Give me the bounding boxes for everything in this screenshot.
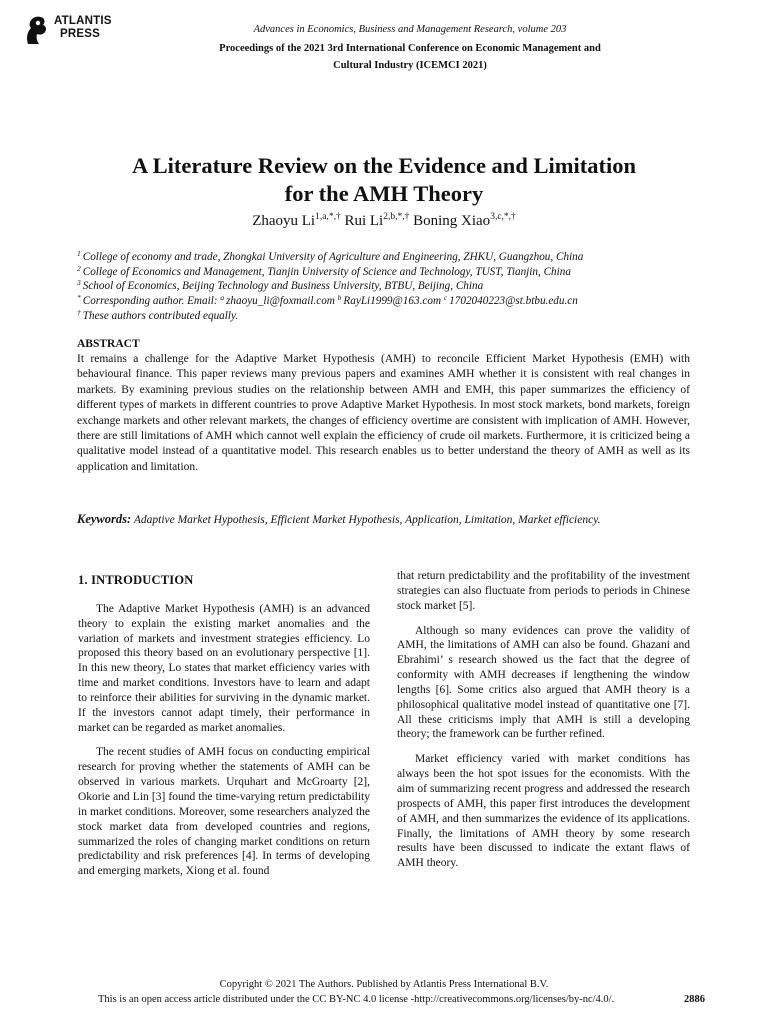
title-line-2: for the AMH Theory xyxy=(284,181,484,206)
corresponding-mark: * xyxy=(77,293,81,303)
proceedings-title xyxy=(150,40,670,74)
keywords xyxy=(77,511,690,528)
affiliation-text: College of Economics and Management, Tianjin University of Science and Technology, TUST, Tianjin, China xyxy=(82,265,571,278)
logo-line-2: PRESS xyxy=(60,27,100,40)
affiliation-line xyxy=(77,265,717,280)
corresponding-author-line xyxy=(77,294,717,309)
atlantis-press-logo-icon xyxy=(22,14,50,46)
corresponding-label: Corresponding author. Email: xyxy=(82,295,218,308)
logo-line-1: ATLANTIS xyxy=(54,15,112,27)
copyright-notice: Copyright © 2021 The Authors. Published by Atlantis Press International B.V. xyxy=(219,979,549,990)
email-link[interactable]: 1702040223@st.btbu.edu.cn xyxy=(449,295,578,308)
author-affiliation-mark: 3,c,*,† xyxy=(490,212,516,222)
email-mark: c xyxy=(443,293,448,303)
author-list xyxy=(60,213,708,230)
body-paragraph: The Adaptive Market Hypothesis (AMH) is an advanced theory to explain the existing market anomalies and the variation of markets and investment strategies efficiency. Lo proposed this theory based on an evolutionary perspective [1]. In this new theory, Lo states that market efficiency varies with time and market conditions. Investors have to learn and adapt to reinforce their abilities for surviving in the dynamic market. If the investors cannot adapt timely, their performance in market can be regarded as market anomalies. xyxy=(78,602,370,734)
proceedings-line-2: Cultural Industry (ICEMCI 2021) xyxy=(333,60,487,71)
abstract-text: It remains a challenge for the Adaptive Market Hypothesis (AMH) to reconcile Efficient Market Hypothesis (EMH) with behavioural finance. This paper reviews many previous papers and examines AMH whether it is consistent with real changes in markets. By examining previous studies on the relationship between AMH and EMH, this paper summarizes the efficiency of different types of markets in different countries to prove Adaptive Market Hypothesis. In most stock markets, bond markets, foreign exchange markets and other relevant markets, the changes of efficiency overtime are consistent with implication of AMH. However, there are still limitations of AMH which cannot well explain the efficiency of crude oil markets. Furthermore, it is criticized being a qualitative model instead of a quantitative model. This research enables us to better understand the theory of AMH as well as its application and limitation. xyxy=(77,353,690,473)
title-line-1: A Literature Review on the Evidence and Limitation xyxy=(132,153,636,178)
affiliation-line xyxy=(77,250,717,265)
affiliations xyxy=(77,250,717,324)
body-paragraph: The recent studies of AMH focus on conducting empirical research for proving whether the statements of AMH can be observed in various markets. Urquhart and McGroarty [2], Okorie and Lin [3] found the time-varying return predictability in market conditions. Moreover, some researchers analyzed the stock market data from developed countries and regions, summarized the roles of changing market conditions on return predictability and risk preferences [4]. In terms of developing and emerging markets, Xiong et al. found xyxy=(78,746,370,878)
journal-name: Advances in Economics, Business and Management Research, volume 203 xyxy=(253,24,567,35)
email-mark: a xyxy=(220,293,225,303)
body-paragraph-continuation: that return predictability and the profitability of the investment strategies can also fluctuate from periods to periods in Chinese stock market [5]. xyxy=(397,570,690,612)
keywords-label: Keywords: xyxy=(77,512,132,526)
author-affiliation-mark: 1,a,*,† xyxy=(315,212,341,222)
body-paragraph: Market efficiency varied with market conditions has always been the hot spot issues for the economists. With the aim of summarizing recent progress and addressed the research prospects of AMH, this paper first introduces the development of AMH, and then summarizes the evidence of its applications. Finally, the limitations of AMH theory by some research results have been discussed to indicate the extant flaws of AMH theory. xyxy=(397,753,690,870)
affiliation-mark: 2 xyxy=(77,263,81,273)
email-link[interactable]: zhaoyu_li@foxmail.com xyxy=(226,295,335,308)
affiliation-text: School of Economics, Beijing Technology and Business University, BTBU, Beijing, China xyxy=(82,280,484,293)
license-notice: This is an open access article distributed under the CC BY-NC 4.0 license -http://creativecommons.org/licenses/by-nc/4.0/. xyxy=(98,994,615,1005)
right-column xyxy=(397,569,690,881)
abstract-heading: ABSTRACT xyxy=(77,338,140,350)
equal-contribution-mark: † xyxy=(77,307,81,317)
author-name: Zhaoyu Li xyxy=(252,213,316,229)
publisher-logo xyxy=(22,12,132,48)
left-column xyxy=(78,573,370,889)
section-heading: 1. INTRODUCTION xyxy=(78,573,194,587)
paper-title xyxy=(60,152,708,208)
keywords-text: Adaptive Market Hypothesis, Efficient Market Hypothesis, Application, Limitation, Market efficiency. xyxy=(133,514,601,526)
author-affiliation-mark: 2,b,*,† xyxy=(383,212,410,222)
affiliation-line xyxy=(77,279,717,294)
author-name: Rui Li xyxy=(344,213,384,229)
body-paragraph: Although so many evidences can prove the validity of AMH, the limitations of AMH can also be found. Ghazani and Ebrahimi’ s research showed us the fact that the degree of conformity with AMH decreases if lengthening the window lengths [6]. Some critics also argued that AMH theory is a philosophical qualitative model instead of quantitative one [7]. All these criticisms imply that AMH is still a developing theory; the framework can be further refined. xyxy=(397,624,690,741)
email-link[interactable]: RayLi1999@163.com xyxy=(343,295,442,308)
equal-contribution-note xyxy=(77,309,717,324)
author-name: Boning Xiao xyxy=(413,213,491,229)
email-mark: b xyxy=(337,293,342,303)
affiliation-mark: 3 xyxy=(77,278,81,288)
affiliation-mark: 1 xyxy=(77,249,81,258)
proceedings-line-1: Proceedings of the 2021 3rd International Conference on Economic Management and xyxy=(219,43,601,54)
equal-contribution-text: These authors contributed equally. xyxy=(82,309,239,322)
page-number: 2886 xyxy=(684,994,705,1005)
affiliation-text: College of economy and trade, Zhongkai University of Agriculture and Engineering, ZHKU, Guangzhou, China xyxy=(82,251,584,263)
